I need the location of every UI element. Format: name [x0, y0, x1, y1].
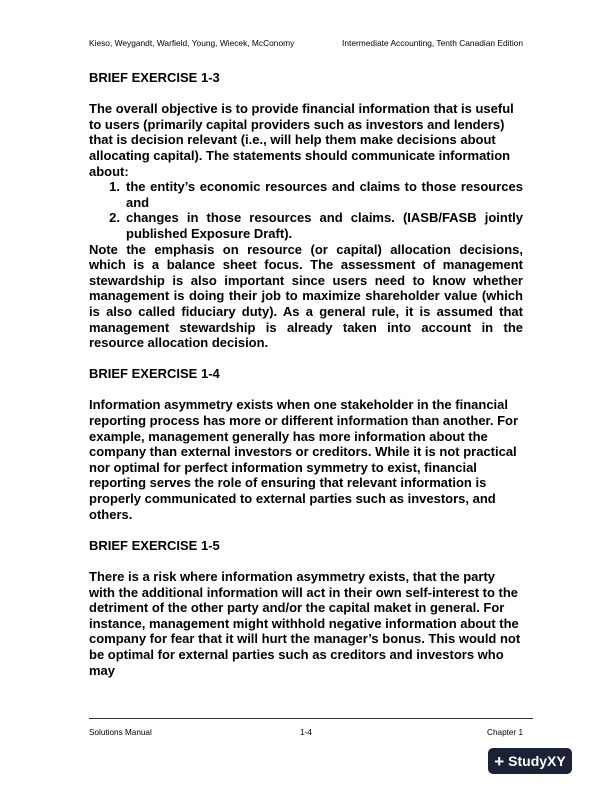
- list-item-text: changes in those resources and claims. (IASB/FASB jointly published Exposure Draft).: [126, 210, 523, 241]
- be14-body: Information asymmetry exists when one stakeholder in the financial reporting process has more or different information than another. For example, management generally has more information about the company than external investors or creditors. While it is not practical nor optimal for perfect information symmetry to exist, financial reporting serves the role of ensuring that relevant information is properly communicated to external parties such as investors, and others.: [89, 397, 519, 522]
- header-authors: Kieso, Weygandt, Warfield, Young, Wiecek, McConomy: [89, 38, 295, 48]
- list-item: [89, 179, 523, 210]
- page-footer: [89, 728, 523, 737]
- footer-divider: [89, 718, 533, 719]
- be13-note: Note the emphasis on resource (or capital) allocation decisions, which is a balance sheet focus. The assessment of management stewardship is also important since users need to know whether management is doing their job to maximize shareholder value (which is also called fiduciary duty). As a general rule, it is assumed that management stewardship is already taken into account in the resource allocation decision.: [89, 241, 523, 351]
- list-item-number: 2.: [109, 210, 120, 226]
- be15-body: There is a risk where information asymmetry exists, that the party with the additional information will act in their own self-interest to the detriment of the other party and/or the capital maket in general. For instance, management might withhold negative information about the company for fear that it will hurt the manager’s bonus. This would not be optimal for external parties such as creditors and investors who may: [89, 569, 521, 678]
- page-content: [89, 70, 523, 678]
- list-item-number: 1.: [109, 179, 120, 195]
- footer-chapter: Chapter 1: [487, 728, 524, 737]
- section-title-be13: BRIEF EXERCISE 1-3: [89, 70, 220, 85]
- list-item-text: the entity’s economic resources and claims to those resources and: [126, 179, 523, 210]
- list-item: [89, 210, 523, 241]
- page-header: [89, 38, 523, 48]
- be13-list: [89, 179, 523, 241]
- header-book-title: Intermediate Accounting, Tenth Canadian Edition: [342, 38, 523, 48]
- plus-icon: +: [494, 751, 505, 771]
- studyxy-logo[interactable]: [488, 748, 572, 774]
- footer-manual: Solutions Manual: [89, 728, 152, 737]
- section-title-be14: BRIEF EXERCISE 1-4: [89, 366, 220, 382]
- section-title-be15: BRIEF EXERCISE 1-5: [89, 537, 220, 553]
- footer-page-number: 1-4: [300, 728, 312, 737]
- be13-intro: The overall objective is to provide financial information that is useful to users (primarily capital providers such as investors and lenders) that is decision relevant (i.e., will help them make decisions about allocating capital). The statements should communicate information about:: [89, 101, 514, 179]
- logo-text: StudyXY: [508, 753, 566, 769]
